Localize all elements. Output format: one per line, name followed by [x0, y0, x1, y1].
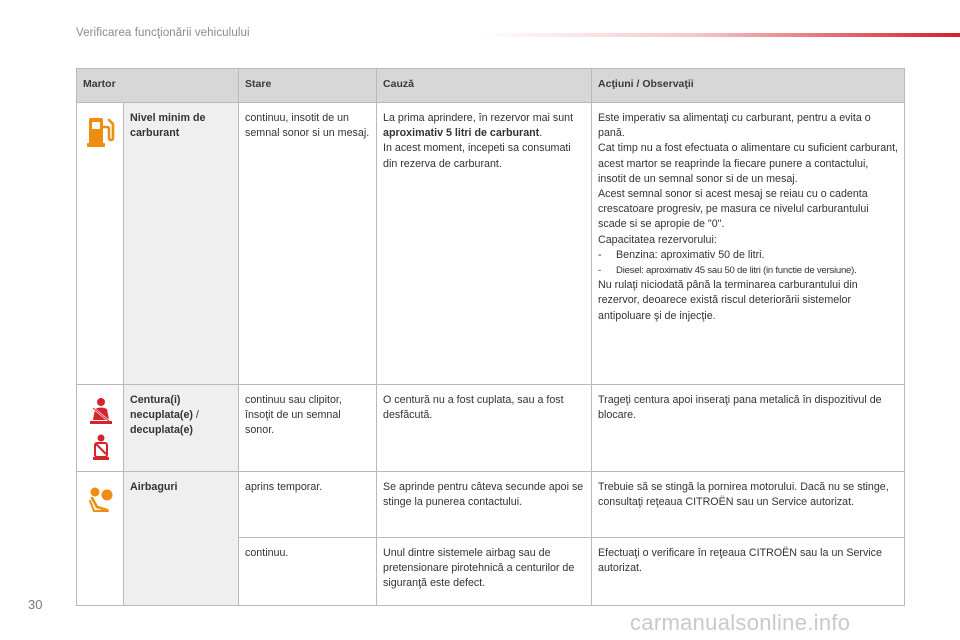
- fuel-capacity-item-2: - Diesel: aproximativ 45 sau 50 de litri (in functie de versiune).: [598, 265, 857, 277]
- seatbelt-icon: [87, 397, 115, 427]
- seatbelt-name-cell: [124, 385, 239, 472]
- fuel-capacity-diesel: Diesel: aproximativ 45 sau 50 de litri (in functie de versiune).: [616, 265, 857, 277]
- airbag-icon: [86, 486, 116, 516]
- fuel-name-cell: Nivel minim de carburant: [124, 103, 239, 385]
- fuel-action-p5: Nu rulaţi niciodată până la terminarea carburantului din rezervor, deoarece există riscul deteriorării sistemelor antipoluare şi de injecţie.: [598, 279, 858, 322]
- table-header-row: [77, 69, 905, 103]
- page-number: 30: [28, 597, 43, 612]
- fuel-action-p4: Capacitatea rezervorului:: [598, 233, 717, 246]
- seatbelt-action-cell: Trageţi centura apoi inseraţi pana metalică în dispozitivul de blocare.: [592, 385, 905, 472]
- fuel-action-p1: Este imperativ sa alimentaţi cu carburant, pentru a evita o pană.: [598, 112, 871, 140]
- fuel-pump-icon: [85, 115, 117, 149]
- column-header-cauza: Cauză: [377, 69, 592, 103]
- column-header-martor: Martor: [77, 69, 239, 103]
- fuel-state-cell: continuu, insotit de un semnal sonor si un mesaj.: [239, 103, 377, 385]
- seatbelt-name-unbuckled: decuplata(e): [130, 424, 193, 437]
- fuel-action-p3: Acest semnal sonor si acest mesaj se reiau cu o cadenta crescatoare progresiv, pe masura ce nivelul carburantului scade si se apropie de "0".: [598, 188, 869, 231]
- warning-lights-table: [76, 68, 905, 606]
- airbag-cause-temporary: Se aprinde pentru câteva secunde apoi se stinge la punerea contactului.: [377, 472, 592, 538]
- seatbelt-rear-icon: [88, 433, 114, 463]
- seatbelt-cause-cell: O centură nu a fost cuplata, sau a fost desfăcută.: [377, 385, 592, 472]
- fuel-cause-cell: [377, 103, 592, 385]
- table-row-fuel: [77, 103, 905, 385]
- fuel-cause-end: .: [539, 127, 543, 140]
- airbag-icon-cell: [77, 472, 124, 606]
- header-accent-line: [478, 33, 960, 37]
- airbag-name-cell: Airbaguri: [124, 472, 239, 606]
- fuel-action-p2: Cat timp nu a fost efectuata o alimentare cu suficient carburant, acest martor se reaprinde la fiecare punere a contactului, insotit de un semnal sonor si de un mesaj.: [598, 142, 899, 185]
- table-row-seatbelt: [77, 385, 905, 472]
- fuel-cause-bold: aproximativ 5 litri de carburant: [383, 127, 540, 140]
- column-header-actiuni: Acţiuni / Observaţii: [592, 69, 905, 103]
- page-header-title: Verificarea funcţionării vehiculului: [76, 27, 250, 39]
- airbag-action-continuous: Efectuaţi o verificare în reţeaua CITROËN sau la un Service autorizat.: [592, 538, 905, 606]
- seatbelt-icon-cell: [77, 385, 124, 472]
- fuel-cause-reserve: In acest moment, incepeti sa consumati din rezerva de carburant.: [383, 142, 571, 170]
- airbag-cause-continuous: Unul dintre sistemele airbag sau de pretensionare pirotehnică a centurilor de siguranţă este defect.: [377, 538, 592, 606]
- airbag-state-temporary: aprins temporar.: [239, 472, 377, 538]
- watermark: carmanualsonline.info: [630, 610, 851, 635]
- fuel-cause-text: La prima aprindere, în rezervor mai sunt: [383, 112, 574, 124]
- airbag-action-temporary: Trebuie să se stingă la pornirea motorului. Dacă nu se stinge, consultaţi reţeaua CITROËN sau un Service autorizat.: [592, 472, 905, 538]
- airbag-state-continuous: continuu.: [239, 538, 377, 606]
- seatbelt-state-cell: continuu sau clipitor, însoţit de un semnal sonor.: [239, 385, 377, 472]
- seatbelt-name-separator: /: [192, 409, 199, 422]
- seatbelt-name-unfastened: Centura(i) necuplata(e): [130, 394, 193, 422]
- table-row-airbag-temporary: [77, 472, 905, 538]
- fuel-actions-cell: [592, 103, 905, 385]
- fuel-icon-cell: [77, 103, 124, 385]
- column-header-stare: Stare: [239, 69, 377, 103]
- fuel-capacity-item-1: - Benzina: aproximativ 50 de litri.: [598, 248, 765, 261]
- fuel-capacity-petrol: Benzina: aproximativ 50 de litri.: [616, 248, 765, 261]
